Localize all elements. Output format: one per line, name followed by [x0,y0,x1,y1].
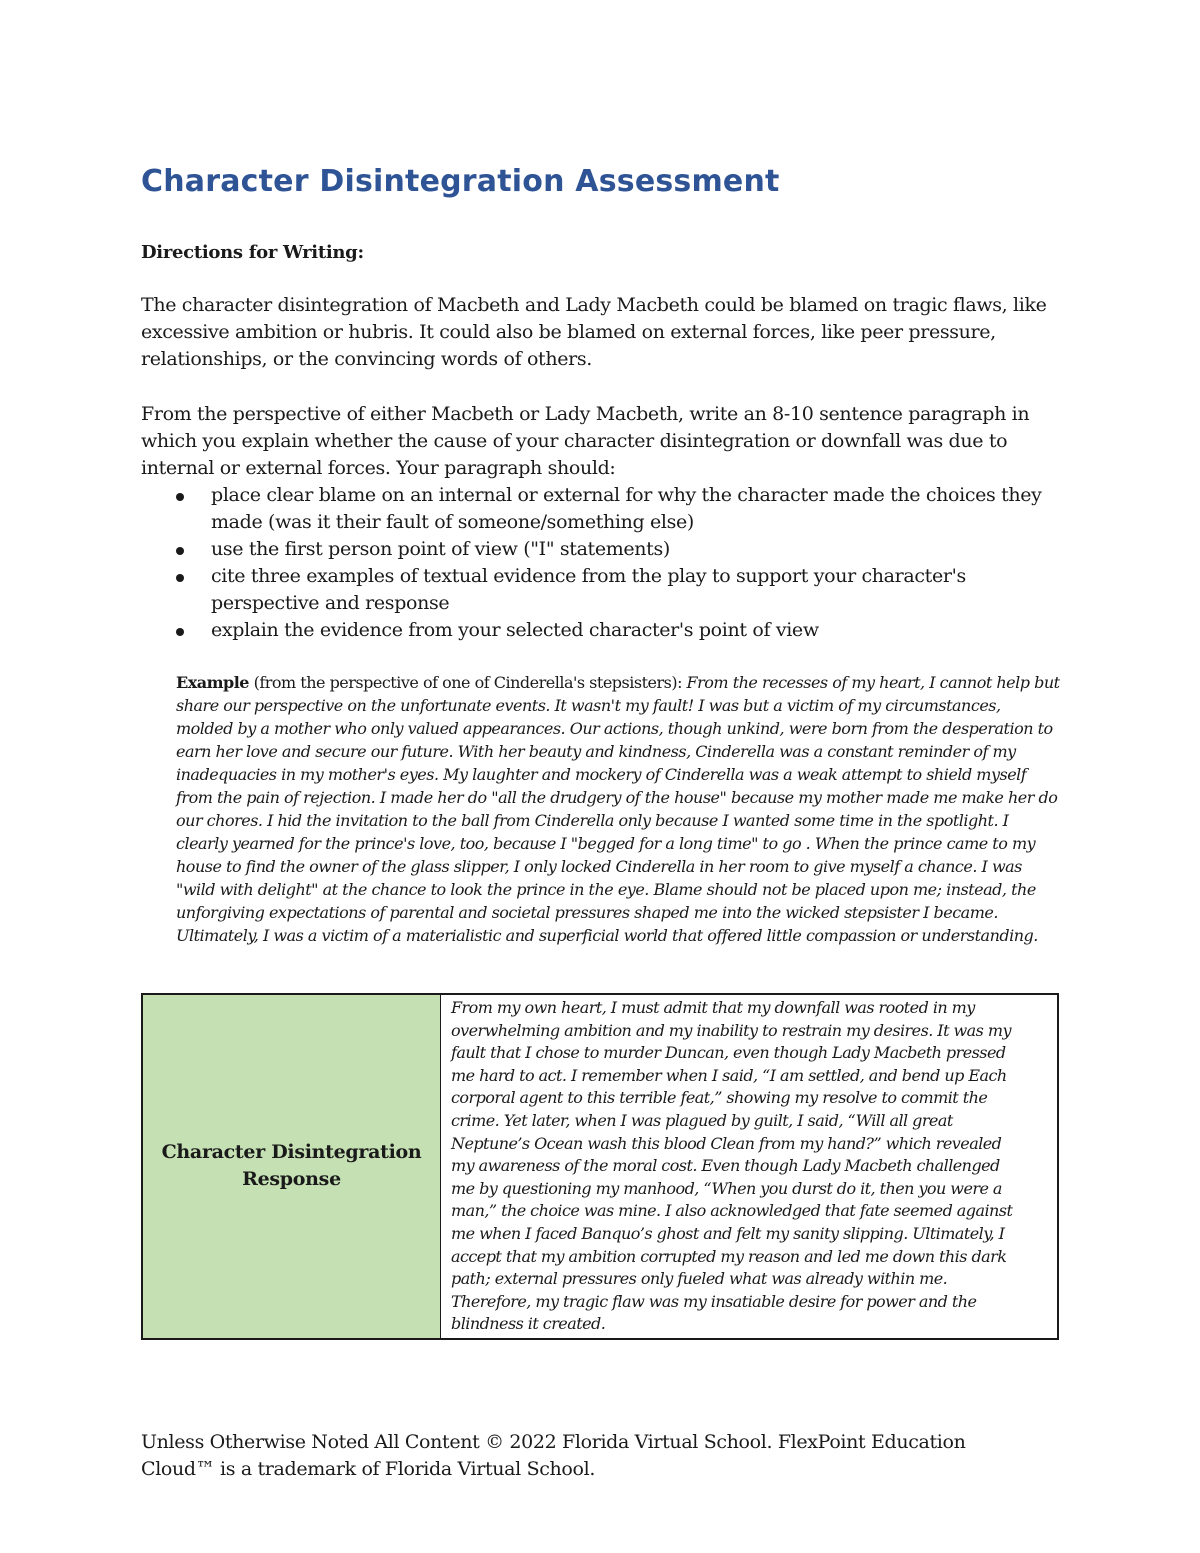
document-title: Character Disintegration Assessment [141,164,780,199]
copyright-footer: Unless Otherwise Noted All Content © 2022 Florida Virtual School. FlexPoint Education Cloud™ is a trademark of Florida Virtual School. [141,1431,966,1480]
bullet-icon [176,628,184,636]
response-table [141,993,1059,1340]
list-item-text: place clear blame on an internal or external for why the character made the choices they made (was it their fault of someone/something else) [211,484,1042,533]
response-label: Character Disintegration Response [161,1141,422,1191]
example-body: From the recesses of my heart, I cannot help but share our perspective on the unfortunate events. It wasn't my fault! I was but a victim of my circumstances, molded by a mother who only valued appearances. Our actions, though unkind, were born from the desperation to earn her love and secure our future. With her beauty and kindness, Cinderella was a constant reminder of my inadequacies in my mother's eyes. My laughter and mockery of Cinderella was a weak attempt to shield myself from the pain of rejection. I made her do "all the drudgery of the house" because my mother made me make her do our chores. I hid the invitation to the ball from Cinderella only because I wanted some time in the spotlight. I clearly yearned for the prince's love, too, because I "begged for a long time" to go . When the prince came to my house to find the owner of the glass slipper, I only locked Cinderella in her room to give myself a chance. I was "wild with delight" at the chance to look the prince in the eye. Blame should not be placed upon me; instead, the unforgiving expectations of parental and societal pressures shaped me into the wicked stepsister I became. Ultimately, I was a victim of a materialistic and superficial world that offered little compassion or understanding. [176,673,1060,945]
document-page [141,0,1061,1553]
response-text-cell[interactable]: From my own heart, I must admit that my downfall was rooted in my overwhelming ambition and my inability to restrain my desires. It was my fault that I chose to murder Duncan, even though Lady Macbeth pressed me hard to act. I remember when I said, “I am settled, and bend up Each corporal agent to this terrible feat,” showing my resolve to commit the crime. Yet later, when I was plagued by guilt, I said, “Will all great Neptune’s Ocean wash this blood Clean from my hand?” which revealed my awareness of the moral cost. Even though Lady Macbeth challenged me by questioning my manhood, “When you durst do it, then you were a man,” the choice was mine. I also acknowledged that fate seemed against me when I faced Banquo’s ghost and felt my sanity slipping. Ultimately, I accept that my ambition corrupted my reason and led me down this dark path; external pressures only fueled what was already within me. Therefore, my tragic flaw was my insatiable desire for power and the blindness it created. [441,994,1059,1339]
requirements-list [141,482,1061,644]
intro-paragraph: The character disintegration of Macbeth and Lady Macbeth could be blamed on tragic flaws, like excessive ambition or hubris. It could also be blamed on external forces, like peer pressure, relationships, or the convincing words of others. [141,294,1047,370]
list-item [141,563,1051,617]
directions-heading: Directions for Writing: [141,242,364,263]
example-label: Example [176,673,249,692]
list-item [141,482,1051,536]
list-item-text: explain the evidence from your selected character's point of view [211,619,819,641]
instructions-paragraph: From the perspective of either Macbeth or Lady Macbeth, write an 8-10 sentence paragraph in which you explain whether the cause of your character disintegration or downfall was due to internal or external forces. Your paragraph should: [141,403,1030,479]
table-row [142,994,1058,1339]
bullet-icon [176,493,184,501]
response-label-cell [142,994,441,1339]
example-note: (from the perspective of one of Cinderella's stepsisters): [248,673,687,692]
list-item-text: cite three examples of textual evidence from the play to support your character's perspective and response [211,565,966,614]
list-item [141,617,1051,644]
example-paragraph [176,671,1061,947]
bullet-icon [176,574,184,582]
bullet-icon [176,547,184,555]
list-item [141,536,1051,563]
list-item-text: use the first person point of view ("I" statements) [211,538,670,560]
